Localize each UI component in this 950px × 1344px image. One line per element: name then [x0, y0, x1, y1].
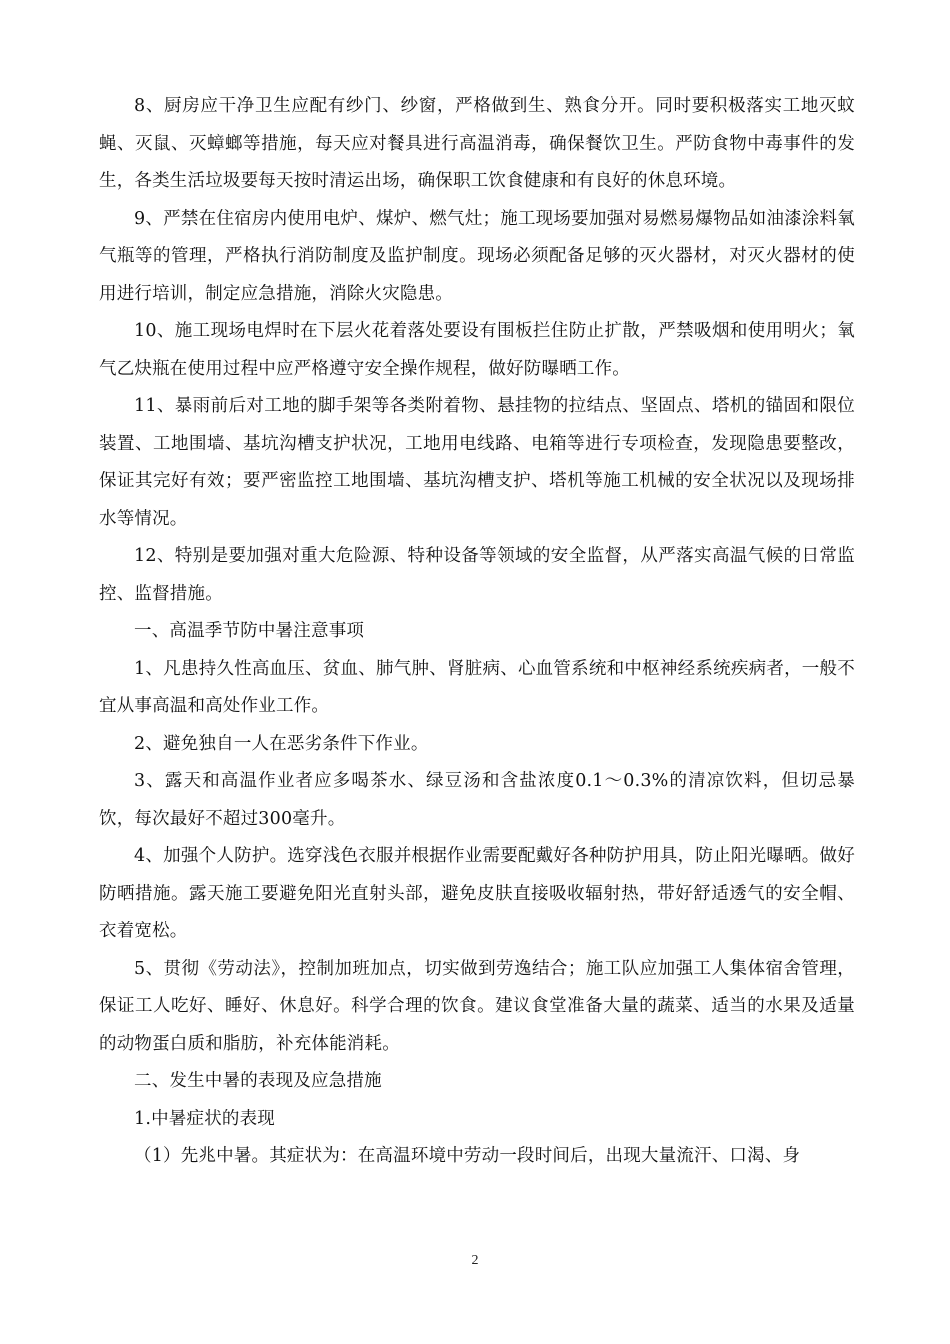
page-number: 2	[471, 1253, 479, 1268]
section-heading-heatstroke-prevention: 一、高温季节防中暑注意事项	[134, 621, 365, 641]
paragraph-item-11: 11、暴雨前后对工地的脚手架等各类附着物、悬挂物的拉结点、坚固点、塔机的锚固和限位装置、工地围墙、基坑沟槽支护状况，工地用电线路、电箱等进行专项检查，发现隐患要整改，保证其完好有效；要严密监控工地围墙、基坑沟槽支护、塔机等施工机械的安全状况以及现场排水等情况。	[99, 396, 855, 529]
paragraph-item-10: 10、施工现场电焊时在下层火花着落处要设有围板拦住防止扩散，严禁吸烟和使用明火；氧气乙炔瓶在使用过程中应严格遵守安全操作规程，做好防曝晒工作。	[99, 321, 855, 379]
prevention-item-3: 3、露天和高温作业者应多喝茶水、绿豆汤和含盐浓度0.1～0.3%的清凉饮料，但切忌暴饮，每次最好不超过300毫升。	[99, 771, 855, 829]
subheading-symptoms: 1.中暑症状的表现	[134, 1108, 275, 1129]
prevention-item-1: 1、凡患持久性高血压、贫血、肺气肿、肾脏病、心血管系统和中枢神经系统疾病者，一般不宜从事高温和高处作业工作。	[99, 658, 855, 716]
document-body	[99, 88, 855, 1176]
paragraph-item-8: 8、厨房应干净卫生应配有纱门、纱窗，严格做到生、熟食分开。同时要积极落实工地灭蚊蝇、灭鼠、灭蟑螂等措施，每天应对餐具进行高温消毒，确保餐饮卫生。严防食物中毒事件的发生，各类生活垃圾要每天按时清运出场，确保职工饮食健康和有良好的休息环境。	[99, 96, 855, 191]
prevention-item-5: 5、贯彻《劳动法》，控制加班加点，切实做到劳逸结合；施工队应加强工人集体宿舍管理，保证工人吃好、睡好、休息好。科学合理的饮食。建议食堂准备大量的蔬菜、适当的水果及适量的动物蛋白质和脂肪，补充体能消耗。	[99, 958, 855, 1054]
prevention-item-4: 4、加强个人防护。选穿浅色衣服并根据作业需要配戴好各种防护用具，防止阳光曝晒。做好防晒措施。露天施工要避免阳光直射头部，避免皮肤直接吸收辐射热，带好舒适透气的安全帽、衣着宽松。	[99, 846, 855, 941]
paragraph-item-12: 12、特别是要加强对重大危险源、特种设备等领域的安全监督，从严落实高温气候的日常监控、监督措施。	[99, 546, 855, 604]
paragraph-item-9: 9、严禁在住宿房内使用电炉、煤炉、燃气灶；施工现场要加强对易燃易爆物品如油漆涂料氧气瓶等的管理，严格执行消防制度及监护制度。现场必须配备足够的灭火器材，对灭火器材的使用进行培训，制定应急措施，消除火灾隐患。	[99, 208, 855, 304]
symptom-item-1: （1）先兆中暑。其症状为：在高温环境中劳动一段时间后，出现大量流汗、口渴、身	[134, 1146, 801, 1166]
section-heading-emergency-measures: 二、发生中暑的表现及应急措施	[134, 1071, 382, 1091]
prevention-item-2: 2、避免独自一人在恶劣条件下作业。	[134, 733, 429, 754]
